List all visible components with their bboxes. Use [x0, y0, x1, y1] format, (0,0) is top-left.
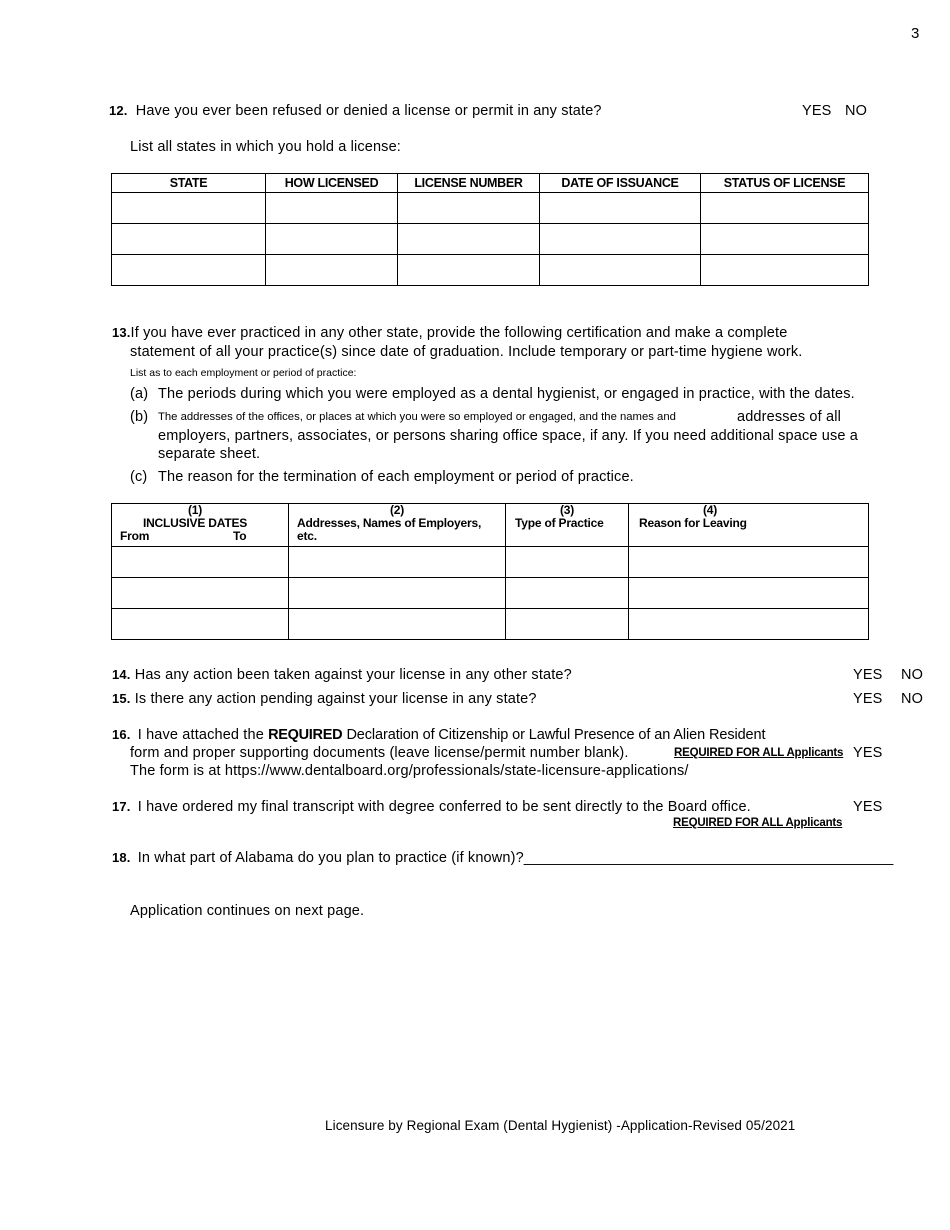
- table-cell[interactable]: [289, 578, 506, 609]
- table-cell[interactable]: [112, 224, 266, 255]
- practice-location-blank[interactable]: _____________________________________________: [523, 850, 894, 866]
- item-b-text-small: The addresses of the offices, or places at which you were so employed or engaged, and the names and: [158, 411, 676, 423]
- header-addresses: [289, 504, 506, 547]
- table-cell[interactable]: [398, 255, 540, 286]
- q12-no-option[interactable]: NO: [845, 103, 868, 119]
- item-c-label: (c): [130, 469, 148, 485]
- question-number: 17.: [112, 799, 131, 814]
- table-cell[interactable]: [398, 224, 540, 255]
- column-number: (2): [389, 503, 405, 517]
- table-row: [112, 255, 869, 286]
- q16-yes-option[interactable]: YES: [853, 745, 883, 761]
- question-text: Has any action been taken against your license in any other state?: [134, 667, 572, 683]
- table-cell[interactable]: [629, 609, 869, 640]
- table-cell[interactable]: [112, 578, 289, 609]
- header-reason-for-leaving: [629, 504, 869, 547]
- q15-no-option[interactable]: NO: [901, 691, 924, 707]
- table-row: [112, 609, 869, 640]
- question-12: [109, 103, 602, 119]
- table-cell[interactable]: [112, 547, 289, 578]
- question-13-line-2: statement of all your practice(s) since date of graduation. Include temporary or part-time hygiene work.: [130, 344, 803, 360]
- question-number: 13.: [112, 325, 131, 340]
- q15-yes-option[interactable]: YES: [853, 691, 883, 707]
- question-text-post: Declaration of Citizenship or Lawful Presence of an Alien Resident: [346, 727, 766, 743]
- header-license-number: LICENSE NUMBER: [398, 174, 540, 193]
- table-cell[interactable]: [540, 193, 701, 224]
- table-cell[interactable]: [629, 547, 869, 578]
- header-date-of-issuance: DATE OF ISSUANCE: [540, 174, 701, 193]
- q17-yes-option[interactable]: YES: [853, 799, 883, 815]
- column-title: Type of Practice: [515, 516, 604, 530]
- table-cell[interactable]: [289, 547, 506, 578]
- column-title: INCLUSIVE DATES: [142, 516, 248, 530]
- list-note: List as to each employment or period of practice:: [130, 367, 357, 379]
- employment-table: [111, 503, 869, 640]
- q12-yes-option[interactable]: YES: [802, 103, 832, 119]
- question-text: Have you ever been refused or denied a license or permit in any state?: [135, 103, 602, 119]
- required-note: REQUIRED FOR ALL Applicants: [673, 817, 843, 829]
- question-16: [112, 727, 765, 743]
- table-header-row: [112, 174, 869, 193]
- question-16-line-3: The form is at https://www.dentalboard.org/professionals/state-licensure-applications/: [130, 763, 689, 779]
- table-cell[interactable]: [701, 224, 869, 255]
- q14-no-option[interactable]: NO: [901, 667, 924, 683]
- header-how-licensed: HOW LICENSED: [266, 174, 398, 193]
- table-cell[interactable]: [629, 578, 869, 609]
- table-cell[interactable]: [540, 224, 701, 255]
- question-text: I have ordered my final transcript with degree conferred to be sent directly to the Board office.: [137, 799, 751, 815]
- state-license-table: [111, 173, 869, 286]
- required-note: REQUIRED FOR ALL Applicants: [674, 747, 844, 759]
- table-cell[interactable]: [506, 578, 629, 609]
- table-row: [112, 193, 869, 224]
- question-number: 18.: [112, 850, 131, 865]
- table-cell[interactable]: [266, 255, 398, 286]
- column-from: From: [120, 529, 150, 543]
- page-footer: Licensure by Regional Exam (Dental Hygienist) -Application-Revised 05/2021: [325, 1118, 796, 1133]
- table-cell[interactable]: [112, 193, 266, 224]
- item-b-text-2: employers, partners, associates, or persons sharing office space, if any. If you need additional space use a: [158, 428, 858, 444]
- column-to: To: [233, 529, 247, 543]
- table-cell[interactable]: [266, 224, 398, 255]
- question-number: 14.: [112, 667, 131, 682]
- item-c-text: The reason for the termination of each employment or period of practice.: [158, 469, 634, 485]
- column-number: (4): [703, 503, 718, 517]
- column-number: (3): [559, 503, 575, 517]
- item-a-label: (a): [130, 386, 149, 402]
- question-18: [112, 850, 893, 866]
- continues-note: Application continues on next page.: [130, 903, 365, 919]
- question-text-line-1: If you have ever practiced in any other state, provide the following certification and make a complete: [130, 325, 788, 341]
- question-number: 12.: [109, 103, 128, 118]
- question-text-pre: I have attached the: [137, 727, 264, 743]
- header-status-of-license: STATUS OF LICENSE: [701, 174, 869, 193]
- table-cell[interactable]: [506, 609, 629, 640]
- required-emphasis: REQUIRED: [268, 727, 343, 743]
- table-row: [112, 547, 869, 578]
- table-cell[interactable]: [112, 609, 289, 640]
- question-16-line-2: form and proper supporting documents (leave license/permit number blank).: [130, 745, 629, 761]
- header-state: STATE: [112, 174, 266, 193]
- table-row: [112, 224, 869, 255]
- table-cell[interactable]: [112, 255, 266, 286]
- table-header-row: [112, 504, 869, 547]
- item-b-text-1: addresses of all: [737, 409, 841, 425]
- item-b-label: (b): [130, 409, 149, 425]
- page-number: 3: [911, 25, 920, 42]
- question-17: [112, 799, 751, 815]
- column-title-line-2: etc.: [297, 529, 317, 543]
- table-cell[interactable]: [398, 193, 540, 224]
- header-inclusive-dates: [112, 504, 289, 547]
- table-cell[interactable]: [289, 609, 506, 640]
- table-cell[interactable]: [506, 547, 629, 578]
- table-cell[interactable]: [701, 255, 869, 286]
- license-list-prompt: List all states in which you hold a license:: [130, 139, 401, 155]
- question-13: [112, 325, 787, 341]
- table-row: [112, 578, 869, 609]
- column-number: (1): [187, 503, 203, 517]
- question-14: [112, 667, 572, 683]
- table-cell[interactable]: [701, 193, 869, 224]
- table-cell[interactable]: [266, 193, 398, 224]
- q14-yes-option[interactable]: YES: [853, 667, 883, 683]
- header-type-of-practice: [506, 504, 629, 547]
- question-15: [112, 691, 537, 707]
- column-title: Reason for Leaving: [639, 516, 747, 530]
- question-number: 15.: [112, 691, 131, 706]
- table-cell[interactable]: [540, 255, 701, 286]
- item-a-text: The periods during which you were employed as a dental hygienist, or engaged in practice, with the dates.: [158, 386, 855, 402]
- question-number: 16.: [112, 727, 131, 742]
- column-title-line-1: Addresses, Names of Employers,: [297, 516, 482, 530]
- question-text: In what part of Alabama do you plan to practice (if known)?: [137, 850, 524, 866]
- question-text: Is there any action pending against your license in any state?: [134, 691, 537, 707]
- item-b-text-3: separate sheet.: [158, 446, 261, 462]
